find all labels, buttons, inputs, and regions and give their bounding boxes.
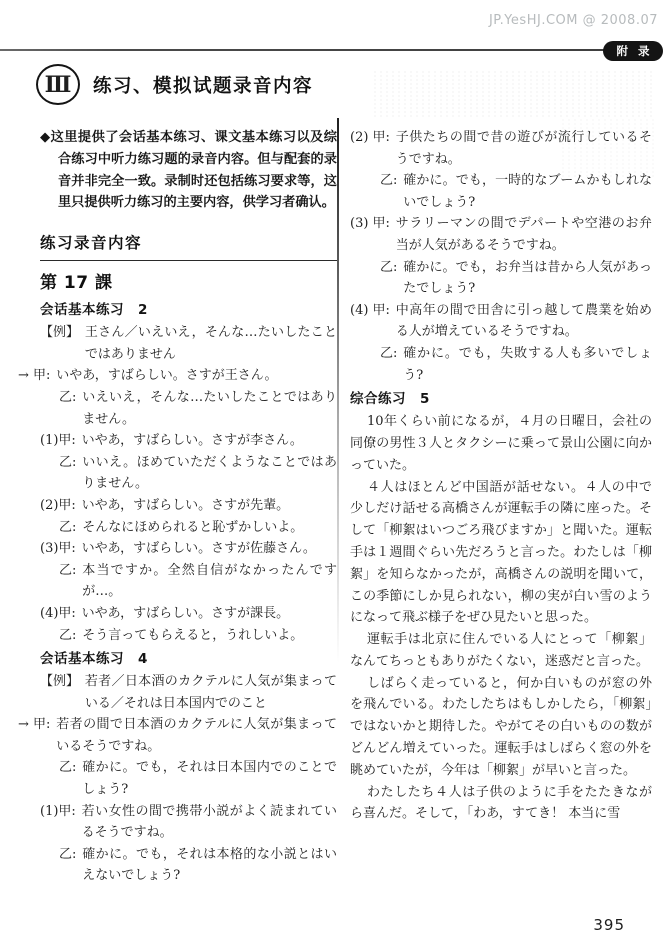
dialog-text: いやあ，すばらしい。さすが課長。 <box>81 605 290 621</box>
speaker-label: (1)甲: <box>40 803 76 819</box>
dialog-text: 確かに。でも，お弁当は昔から人気があったでしょう? <box>403 259 652 297</box>
dialog-text: 若者／日本酒のカクテルに人気が集まっている／それは日本国内でのこと <box>84 674 337 711</box>
dialog-text: 若い女性の間で携帯小説がよく読まれているそうですね。 <box>81 803 337 841</box>
paragraph: しばらく走っていると，何か白いものが窓の外を飛んでいる。わたしたちはもしかしたら，「柳絮」ではないかと期待した。やがてその白いものの数がどんどん増えていった。運転手はしばらく窓の外を眺めていたが，今年は「柳絮」が早いと言った。 <box>350 675 652 778</box>
dialog-text: 中高年の間で田舎に引っ越して農業を始める人が増えているそうですね。 <box>395 302 652 340</box>
exercise-subheading: 综合练习 5 <box>350 391 430 408</box>
speaker-label: 乙: <box>380 259 398 275</box>
dialog-line <box>380 257 652 300</box>
speaker-label: 乙: <box>59 519 77 535</box>
speaker-label: 乙: <box>59 627 77 643</box>
dialog-line <box>380 170 652 213</box>
dialog-text: そう言ってもらえると，うれしいよ。 <box>82 627 304 643</box>
dialog-line <box>59 560 337 603</box>
dialog-line <box>59 844 337 887</box>
dialog-text: 本当ですか。全然自信がなかったんですが…。 <box>82 562 337 600</box>
dialog-line <box>40 603 337 625</box>
dialog-text: いいえ。ほめていただくようなことではありません。 <box>82 454 337 492</box>
dialog-line <box>59 387 337 430</box>
dialog-line <box>59 452 337 495</box>
dialog-text: 確かに。でも，一時的なブームかもしれないでしょう? <box>403 173 652 210</box>
dialog-text: 確かに。でも，失敗する人も多いでしょう? <box>403 345 652 383</box>
dialog-text: いやあ，すばらしい。さすが李さん。 <box>81 433 303 449</box>
dialog-text: 確かに。でも，それは本格的な小説とはいえないでしょう? <box>82 846 337 884</box>
section-heading: 练习录音内容 <box>40 231 337 261</box>
dialog-line <box>18 365 337 387</box>
dialog-line <box>350 213 652 256</box>
left-column <box>18 127 337 887</box>
speaker-label: 乙: <box>59 454 77 470</box>
paragraph: ４人はほとんど中国語が話せない。４人の中で少しだけ話せる高橋さんが運転手の隣に座った。そして「柳絮はいつごろ飛びますか」と聞いた。運転手は１週間ぐらい先だろうと言った。わたしは「柳絮」を知らなかったが，高橋さんの説明を聞いて，この季節にしか見られない，柳の実が白い雪のようになって飛ぶ様子をぜひ見たいと思った。 <box>350 479 652 626</box>
speaker-label: 乙: <box>59 846 77 862</box>
appendix-badge: 附 录 <box>603 41 663 61</box>
speaker-label: (2)甲: <box>40 497 76 513</box>
dialog-line <box>40 538 337 560</box>
exercise-subheading: 会话基本练习 4 <box>40 651 148 668</box>
dialog-line <box>59 625 337 647</box>
speaker-label: (4)甲: <box>40 605 76 621</box>
dialog-text: 王さん／いえいえ，そんな…たいしたことではありません <box>84 325 337 362</box>
dialog-text: 子供たちの間で昔の遊びが流行しているそうですね。 <box>395 130 652 167</box>
page-header <box>36 64 313 105</box>
dialog-text: いえいえ，そんな…たいしたことではありません。 <box>82 389 337 427</box>
speaker-label: → 甲: <box>18 717 51 733</box>
speaker-label: → 甲: <box>18 368 51 384</box>
dialog-line <box>40 671 337 714</box>
speaker-label: 【例】 <box>40 325 80 341</box>
paragraph: 10年くらい前になるが，４月の日曜日，会社の同僚の男性３人とタクシーに乗って景山公園に向かっていた。 <box>350 414 652 473</box>
dialog-line <box>350 127 652 170</box>
paragraph: 運転手は北京に住んでいる人にとって「柳絮」なんてちっともありがたくない，迷惑だと言った。 <box>350 632 652 669</box>
dialog-line <box>59 757 337 800</box>
speaker-label: (3) 甲: <box>350 216 390 232</box>
dialog-text: 確かに。でも，それは日本国内でのことでしょう? <box>82 760 337 798</box>
speaker-label: 乙: <box>380 173 398 189</box>
exercise-subheading: 会话基本练习 2 <box>40 302 148 319</box>
scan-noise <box>372 70 654 118</box>
dialog-line <box>350 300 652 343</box>
dialog-line <box>40 801 337 844</box>
paragraph: わたしたち４人は子供のように手をたたきながら喜んだ。そして，「わあ，すてき！ 本当に雪 <box>350 784 652 822</box>
dialog-text: そんなにほめられると恥ずかしいよ。 <box>82 519 304 535</box>
dialog-text: いやあ，すばらしい。さすが佐藤さん。 <box>81 541 316 557</box>
intro-paragraph: ◆这里提供了会话基本练习、课文基本练习以及综合练习中听力练习题的录音内容。但与配套的录音并非完全一致。录制时还包括练习要求等，这里只提供听力练习的主要内容，供学习者确认。 <box>40 130 337 211</box>
header-rule <box>0 49 613 51</box>
page-title: 练习、模拟试题录音内容 <box>93 75 314 97</box>
speaker-label: (1)甲: <box>40 433 76 449</box>
section-numeral-icon: Ⅲ <box>36 64 80 105</box>
dialog-text: いやあ，すばらしい。さすが先輩。 <box>81 497 290 513</box>
dialog-line <box>40 495 337 517</box>
speaker-label: (3)甲: <box>40 541 76 557</box>
dialog-text: 若者の間で日本酒のカクテルに人気が集まっているそうですね。 <box>56 717 337 754</box>
speaker-label: 乙: <box>380 345 398 361</box>
dialog-line <box>40 430 337 452</box>
lesson-heading: 第 17 課 <box>40 273 113 294</box>
dialog-text: サラリーマンの間でデパートや空港のお弁当が人気があるそうですね。 <box>395 216 652 253</box>
dialog-line <box>40 322 337 365</box>
speaker-label: (2) 甲: <box>350 130 390 145</box>
dialog-line <box>59 517 337 539</box>
speaker-label: 乙: <box>59 760 77 776</box>
speaker-label: 乙: <box>59 562 77 578</box>
dialog-text: いやあ，すばらしい。さすが王さん。 <box>56 368 278 384</box>
dialog-line <box>380 343 652 386</box>
speaker-label: 【例】 <box>40 674 80 690</box>
right-column <box>350 127 652 825</box>
page-number: 395 <box>593 916 625 934</box>
watermark: JP.YesHJ.COM @ 2008.07 <box>488 13 658 28</box>
speaker-label: (4) 甲: <box>350 302 390 318</box>
speaker-label: 乙: <box>59 389 77 405</box>
column-divider <box>337 118 339 663</box>
dialog-line <box>18 714 337 757</box>
